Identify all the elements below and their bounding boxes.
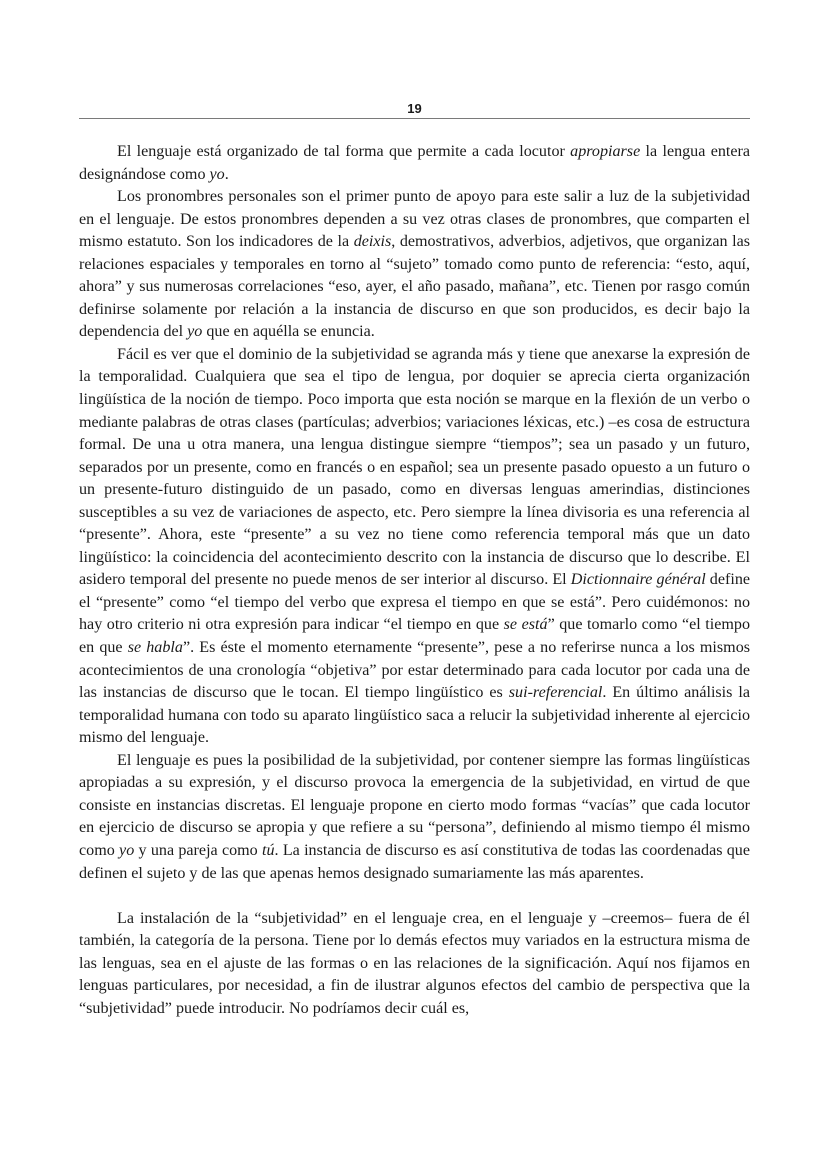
- paragraph: [79, 908, 750, 1021]
- paragraph: [79, 750, 750, 885]
- italic-text: Dictionnaire général: [570, 571, 706, 589]
- text-run: El lenguaje está organizado de tal forma que permite a cada locutor: [117, 143, 571, 160]
- text-run: ”. Es éste el momento eternamente “presente”, pese a no referirse nunca a los mismos acontecimientos de una cronología “objetiva” por estar determinado para cada locutor por cada una de las instancias de discurso que le tocan. El tiempo lingüístico es: [79, 639, 750, 702]
- text-run: ” que tomarlo como “el tiempo en que: [79, 616, 750, 657]
- page-number: 19: [407, 101, 422, 116]
- italic-text: se está: [503, 616, 548, 634]
- italic-text: apropiarse: [570, 143, 641, 160]
- text-run: La instalación de la “subjetividad” en el lenguaje crea, en el lenguaje y –creemos– fuera de él también, la categoría de la persona. Tiene por lo demás efectos muy variados en la estructura misma de las lenguas, sea en el ajuste de las formas o en las relaciones de la significación. Aquí nos fijamos en lenguas particulares, por necesidad, a fin de ilustrar algunos efectos del cambio de perspectiva que la “subjetividad” puede introducir. No podríamos decir cuál es,: [79, 909, 750, 1017]
- text-run: . En último análisis la temporalidad humana con todo su aparato lingüístico saca a relucir la subjetividad inherente al ejercicio mismo del lenguaje.: [79, 684, 750, 747]
- paragraph: [79, 141, 750, 186]
- paragraph: [79, 186, 750, 344]
- italic-text: yo: [119, 841, 135, 859]
- italic-text: tú: [262, 841, 275, 859]
- italic-text: se habla: [127, 639, 183, 657]
- text-run: Fácil es ver que el dominio de la subjetividad se agranda más y tiene que anexarse la expresión de la temporalidad. Cualquiera que sea el tipo de lengua, por doquier se aprecia cierta organización lingüística de la noción de tiempo. Poco importa que esta noción se marque en la flexión de un verbo o mediante palabras de otras clases (partículas; adverbios; variaciones léxicas, etc.) –es cosa de estructura formal. De una u otra manera, una lengua distingue siempre “tiempos”; sea un pasado y un futuro, separados por un presente, como en francés o en español; sea un presente pasado opuesto a un futuro o un presente-futuro distinguido de un pasado, como en diversas lenguas amerindias, distinciones susceptibles a su vez de variaciones de aspecto, etc. Pero siempre la línea divisoria es una referencia al “presente”. Ahora, este “presente” a su vez no tiene como referencia temporal más que un dato lingüístico: la coincidencia del acontecimiento descrito con la instancia de discurso que lo describe. El asidero temporal del presente no puede menos de ser interior al discurso. El: [79, 345, 750, 589]
- body-text: [79, 141, 750, 1020]
- header-rule: [79, 118, 750, 119]
- text-run: define el “presente” como “el tiempo del verbo que expresa el tiempo en que se está”. Pero cuidémonos: no hay otro criterio ni otra expresión para indicar “el tiempo en que: [79, 571, 751, 634]
- italic-text: yo: [187, 323, 203, 341]
- text-run: . La instancia de discurso es así constitutiva de todas las coordenadas que definen el sujeto y de las que apenas hemos designado sumariamente las más aparentes.: [79, 841, 750, 882]
- italic-text: sui-referencial: [508, 684, 603, 702]
- text-run: .: [224, 165, 229, 183]
- text-run: la lengua entera designándose como: [79, 143, 750, 183]
- italic-text: yo: [209, 165, 225, 183]
- text-run: que en aquélla se enuncia.: [202, 323, 375, 341]
- text-run: El lenguaje es pues la posibilidad de la subjetividad, por contener siempre las formas lingüísticas apropiadas a su expresión, y el discurso provoca la emergencia de la subjetividad, en virtud de que consiste en instancias discretas. El lenguaje propone en cierto modo formas “vacías” que cada locutor en ejercicio de discurso se apropia y que refiere a su “persona”, definiendo al mismo tiempo él mismo como: [79, 751, 750, 859]
- text-run: y una pareja como: [134, 841, 262, 859]
- text-run: Los pronombres personales son el primer punto de apoyo para este salir a luz de la subjetividad en el lenguaje. De estos pronombres dependen a su vez otras clases de pronombres, que comparten el mismo estatuto. Son los indicadores de la: [79, 188, 750, 251]
- text-run: , demostrativos, adverbios, adjetivos, que organizan las relaciones espaciales y temporales en torno al “sujeto” tomado como punto de referencia: “esto, aquí, ahora” y sus numerosas correlaciones “eso, ayer, el año pasado, mañana”, etc. Tienen por rasgo común definirse solamente por relación a la instancia de discurso en que son producidos, es decir bajo la dependencia del: [79, 233, 750, 341]
- italic-text: deixis: [353, 233, 392, 251]
- paragraph: [79, 344, 750, 750]
